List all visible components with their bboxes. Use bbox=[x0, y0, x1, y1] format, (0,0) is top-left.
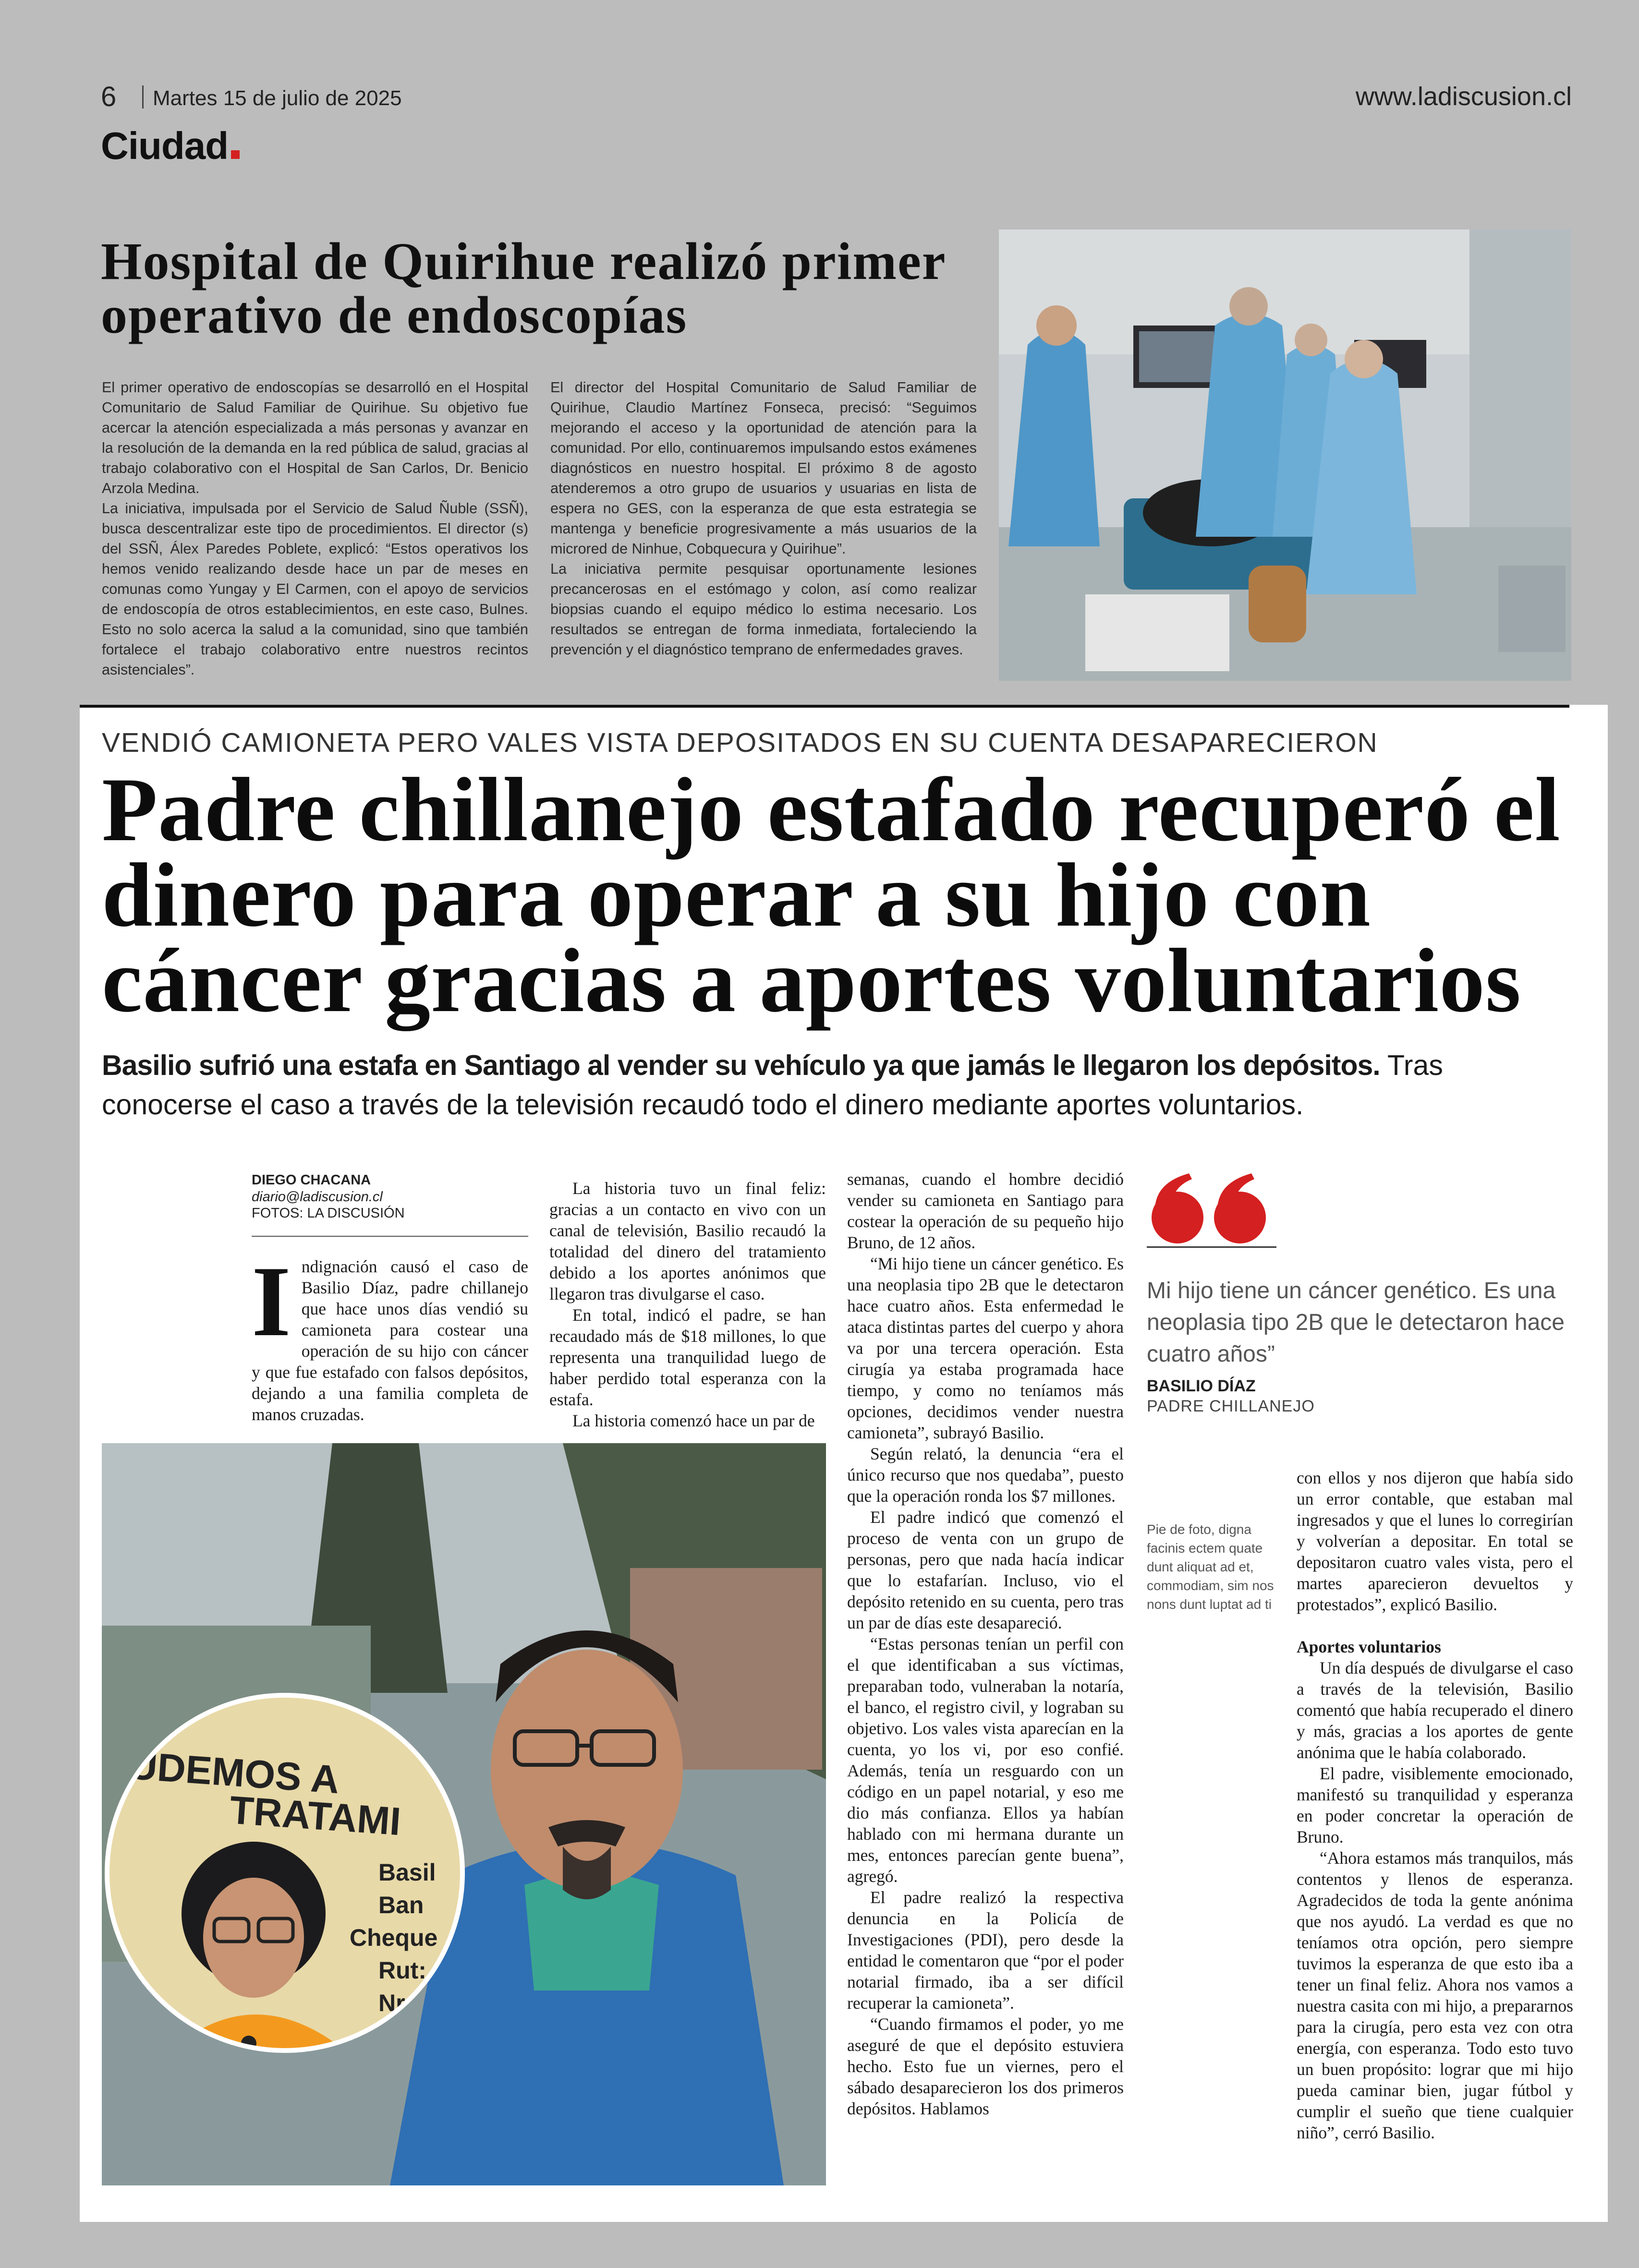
paragraph: El primer operativo de endoscopías se desarrolló en el Hospital Comunitario de Salud Familiar de Quirihue. Su objetivo fue acercar la atención especializada a más personas y avanzar en la resolución de la demanda en la red pública de salud, gracias al trabajo colaborativo con el Hospital de San Carlos, Dr. Benicio Arzola Medina. bbox=[102, 379, 528, 496]
site-url[interactable]: www.ladiscusion.cl bbox=[1355, 82, 1572, 111]
paragraph: con ellos y nos dijeron que había sido un error contable, que estaban mal ingresados y que el lunes lo corregirían y volverían a depositar. En total se depositaron cuatro vales vista, pero el martes aparecieron devueltos y protestados”, explicó Basilio. bbox=[1297, 1468, 1573, 1614]
paragraph: El padre indicó que comenzó el proceso de venta con un grupo de personas, pero que nada hacía indicar que lo estafarían. Incluso, vio el depósito retenido en su cuenta, pero tras un par de días este desapareció. bbox=[847, 1508, 1124, 1632]
article-column-1 bbox=[252, 1246, 528, 1425]
paragraph: La iniciativa permite pesquisar oportunamente lesiones precancerosas en el estómago y colon, así como realizar biopsias cuando el equipo médico lo estima necesario. Los resultados se entregan de forma inmediata, fortaleciendo la prevención y el diagnóstico temprano de enfermedades graves. bbox=[550, 561, 977, 658]
author-email[interactable]: diario@ladiscusion.cl bbox=[252, 1189, 383, 1205]
sign-detail-line: Basil bbox=[378, 1859, 436, 1886]
top-article-column-2 bbox=[550, 377, 977, 660]
dek-rest: Tras conocerse el caso a través de la televisión recaudó todo el dinero mediante aportes voluntarios. bbox=[102, 1050, 1443, 1121]
byline bbox=[252, 1171, 528, 1221]
paragraph: Según relató, la denuncia “era el único recurso que nos quedaba”, puesto que la operación ronda los $7 millones. bbox=[847, 1444, 1124, 1506]
sign-detail-line: Nro: bbox=[378, 1990, 428, 2016]
article-column-3 bbox=[847, 1169, 1124, 2119]
pull-quote-title: PADRE CHILLANEJO bbox=[1147, 1397, 1315, 1415]
paragraph: El director del Hospital Comunitario de Salud Familiar de Quirihue, Claudio Martínez Fonseca, precisó: “Seguimos mejorando el acceso y la oportunidad de atención para la comunidad. Por ello, continuaremos impulsando estos exámenes diagnósticos en nuestro hospital. El próximo 8 de agosto atenderemos a otro grupo de usuarios y usuarias en lista de espera no GES, con la esperanza de que esta estrategia se mantenga y beneficie progresivamente a más usuarios de la microred de Ninhue, Cobquecura y Quirihue”. bbox=[550, 379, 977, 557]
paragraph: El padre realizó la respectiva denuncia en la Policía de Investigaciones (PDI), pero desde la entidad le comentaron que “por el poder notarial firmado, iba a ser difícil recuperar la camioneta”. bbox=[847, 1888, 1124, 2013]
byline-rule bbox=[252, 1236, 528, 1237]
sign-detail-line: Rut: 1 bbox=[378, 1957, 447, 1984]
section-dot bbox=[231, 150, 240, 159]
top-article-headline: Hospital de Quirihue realizó primer operativo de endoscopías bbox=[101, 232, 946, 344]
drop-cap: I bbox=[252, 1246, 291, 1357]
page-date: Martes 15 de julio de 2025 bbox=[153, 86, 402, 110]
paragraph: “Ahora estamos más tranquilos, más contentos y llenos de esperanza. Agradecidos de toda la gente anónima que nos ayudó. La verdad es que no teníamos otra opción, pero siempre tuvimos la esperanza de que esto iba a tener un final feliz. Ahora nos vamos a nuestra casita con mi hijo, a prepararnos para la cirugía, pero esta vez con otra energía, con esperanza. Todo esto tuvo un buen propósito: lograr que mi hijo pueda caminar bien, jugar fútbol y cumplir el sueño que tiene cualquier niño”, cerró Basilio. bbox=[1297, 1848, 1573, 2142]
section-name bbox=[101, 124, 240, 168]
sign-line-1: UDEMOS A bbox=[127, 1743, 341, 1802]
paragraph: La historia comenzó hace un par de bbox=[572, 1411, 815, 1430]
paragraph: En total, indicó el padre, se han recaudado más de $18 millones, lo que representa una tranquilidad luego de haber perdido total esperanza con la estafa. bbox=[549, 1305, 826, 1409]
article-kicker: VENDIÓ CAMIONETA PERO VALES VISTA DEPOSITADOS EN SU CUENTA DESAPARECIERON bbox=[102, 727, 1378, 758]
author-name: DIEGO CHACANA bbox=[252, 1172, 371, 1188]
quote-rule bbox=[1147, 1246, 1276, 1248]
photo-credit: FOTOS: LA DISCUSIÓN bbox=[252, 1206, 405, 1221]
article-dek bbox=[102, 1046, 1571, 1124]
pull-quote-name: BASILIO DÍAZ bbox=[1147, 1377, 1256, 1395]
paragraph: El padre, visiblemente emocionado, manifestó su tranquilidad y esperanza en poder concretar la operación de Bruno. bbox=[1297, 1764, 1573, 1846]
sign-line-2: TRATAMI bbox=[228, 1788, 402, 1844]
article-column-2 bbox=[549, 1178, 826, 1431]
paragraph: Un día después de divulgarse el caso a través de la televisión, Basilio comentó que había recuperado el dinero y más, gracias a los aportes de gente anónima que le había colaborado. bbox=[1297, 1658, 1573, 1762]
sign-details bbox=[350, 1856, 447, 2052]
header-divider bbox=[142, 85, 144, 109]
dek-bold: Basilio sufrió una estafa en Santiago al vender su vehículo ya que jamás le llegaron los depósitos. bbox=[102, 1050, 1380, 1081]
panel-top-rule bbox=[80, 705, 1569, 708]
pull-quote-text: Mi hijo tiene un cáncer genético. Es una neoplasia tipo 2B que le detectaron hace cuatro años” bbox=[1147, 1278, 1565, 1367]
main-article-panel bbox=[80, 705, 1608, 2222]
article-column-4 bbox=[1297, 1467, 1573, 2143]
paragraph: ndignación causó el caso de Basilio Díaz, padre chillanejo que hace unos días vendió su camioneta para costear una operación de su hijo con cáncer y que fue estafado con falsos depósitos, dejando a una familia completa de manos cruzadas. bbox=[252, 1257, 528, 1424]
inset-photo bbox=[105, 1693, 465, 2053]
page-number: 6 bbox=[101, 81, 117, 112]
sign-detail-line: basili bbox=[378, 2022, 440, 2049]
paragraph: La iniciativa, impulsada por el Servicio de Salud Ñuble (SSÑ), busca descentralizar este tipo de procedimientos. El director (s) del SSÑ, Álex Paredes Poblete, explicó: “Estos operativos los hemos venido realizando desde hace un par de meses en comunas como Yungay y El Carmen, con el apoyo de servicios de endoscopía de otros establecimientos, en este caso, Bulnes. Esto no solo acerca la salud a la comunidad, sino que también fortalece el trabajo colaborativo entre nuestros recintos asistenciales”. bbox=[102, 500, 528, 678]
main-article-headline: Padre chillanejo estafado recuperó el dinero para operar a su hijo con cáncer gracias a aportes voluntarios bbox=[102, 760, 1561, 1031]
top-article-column-1 bbox=[102, 377, 528, 680]
paragraph: “Cuando firmamos el poder, yo me aseguré de que el depósito estuviera hecho. Esto fue un viernes, pero el sábado desaparecieron los dos primeros depósitos. Hablamos bbox=[847, 2015, 1124, 2118]
paragraph: “Estas personas tenían un perfil con el que identificaban a sus víctimas, preparaban todo, vulneraban la notaría, el banco, el registro civil, y lograban su objetivo. Los vales vista aparecían en la cuenta, yo los vi, por eso confié. Además, tenía un resguardo con un código en un papel notarial, y eso me dio más confianza. Ellos ya habían hablado con mi hermana durante un mes, entonces parecían gente buena”, agregó. bbox=[847, 1634, 1124, 1886]
paragraph: semanas, cuando el hombre decidió vender su camioneta en Santiago para costear la operación de su pequeño hijo Bruno, de 12 años. bbox=[847, 1170, 1124, 1252]
section-label: Ciudad bbox=[101, 124, 229, 167]
sign-detail-line: Ban bbox=[378, 1892, 424, 1918]
photo-caption: Pie de foto, digna facinis ectem quate dunt aliquat ad et, commodiam, sim nos nons dunt luptat ad ti bbox=[1147, 1522, 1274, 1612]
paragraph: “Mi hijo tiene un cáncer genético. Es una neoplasia tipo 2B que le detectaron hace cuatro años. Esta enfermedad le ataca distintas partes del cuerpo y ahora va por una tercera operación. Esta cirugía ya estaba programada hace tiempo, y como no teníamos más opciones, decidimos vender nuestra camioneta”, subrayó Basilio. bbox=[847, 1254, 1124, 1442]
endoscopy-room-photo bbox=[999, 229, 1571, 681]
subhead: Aportes voluntarios bbox=[1297, 1637, 1441, 1656]
father-photo bbox=[102, 1443, 826, 2185]
paragraph: La historia tuvo un final feliz: gracias a un contacto en vivo con un canal de televisión, Basilio recaudó la totalidad del dinero del tratamiento debido a los aportes anónimos que llegaron tras divulgarse el caso. bbox=[549, 1179, 826, 1303]
sign-detail-line: Cheque bbox=[350, 1924, 438, 1951]
quote-marks-icon bbox=[1146, 1171, 1275, 1246]
